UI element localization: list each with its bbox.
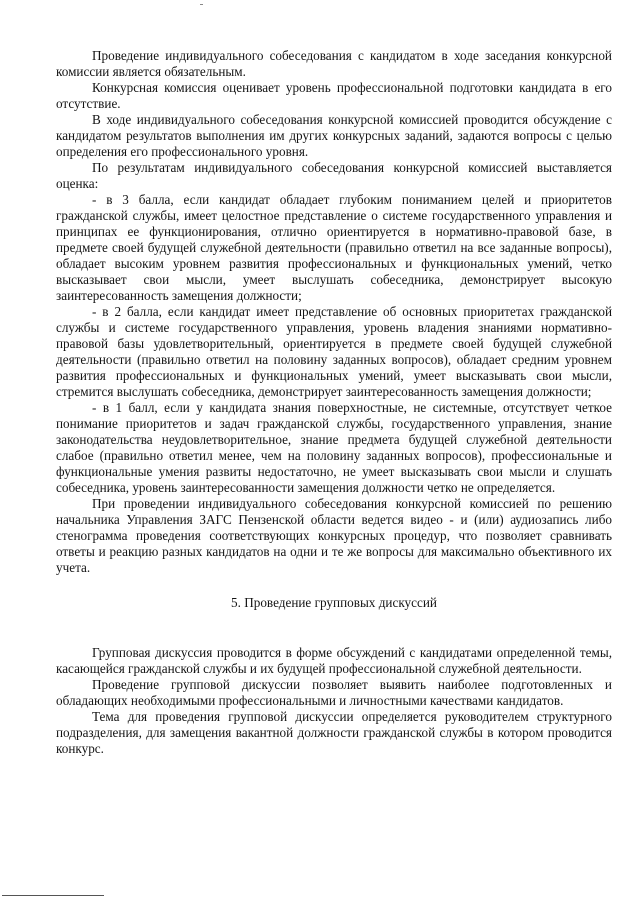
- spacer: [56, 630, 612, 645]
- paragraph: По результатам индивидуального собеседования конкурсной комиссией выставляется оценка:: [56, 160, 612, 191]
- section-heading: 5. Проведение групповых дискуссий: [231, 595, 437, 610]
- section-group-discussion: [56, 645, 612, 757]
- section-interview: [56, 48, 612, 576]
- list-item-score-1: - в 1 балл, если у кандидата знания поверхностные, не системные, отсутствует четкое понимание приоритетов и задач гражданской службы, государственного управления, знание законодательства неудовлетворительное, знание предмета будущей служебной деятельности слабое (правильно ответил менее, чем на половину заданных вопросов), профессиональные и функциональные умения развиты недостаточно, не умеет высказывать свои мысли и слушать собеседника, уровень заинтересованности замещения должности четко не определяется.: [56, 400, 612, 495]
- paragraph: Проведение индивидуального собеседования с кандидатом в ходе заседания конкурсной комиссии является обязательным.: [56, 48, 612, 79]
- paragraph: При проведении индивидуального собеседования конкурсной комиссией по решению начальника Управления ЗАГС Пензенской области ведется видео - и (или) аудиозапись либо стенограмма проведения соответствующих конкурсных процедур, что позволяет сравнивать ответы и реакцию разных кандидатов на одни и те же вопросы для максимально объективного их учета.: [56, 496, 612, 575]
- paragraph: Конкурсная комиссия оценивает уровень профессиональной подготовки кандидата в его отсутствие.: [56, 80, 612, 111]
- scan-mark: [200, 4, 203, 5]
- paragraph: Проведение групповой дискуссии позволяет выявить наиболее подготовленных и обладающих необходимыми профессиональными и личностными качествами кандидатов.: [56, 677, 612, 708]
- paragraph: Тема для проведения групповой дискуссии определяется руководителем структурного подразделения, для замещения вакантной должности гражданской службы в котором проводится конкурс.: [56, 709, 612, 756]
- list-item-score-2: - в 2 балла, если кандидат имеет представление об основных приоритетах гражданской службы и системе государственного управления, уровень владения знаниями нормативно-правовой базы удовлетворительный, ориентируется в предмете своей будущей служебной деятельности (правильно ответил на половину заданных вопросов), обладает средним уровнем развития профессиональных и функциональных умений, умеет высказывать свои мысли, стремится выслушать собеседника, демонстрирует заинтересованность замещения должности;: [56, 304, 612, 399]
- paragraph: В ходе индивидуального собеседования конкурсной комиссией проводится обсуждение с кандидатом результатов выполнения им других конкурсных заданий, задаются вопросы с целью определения его профессионального уровня.: [56, 112, 612, 159]
- list-item-score-3: - в 3 балла, если кандидат обладает глубоким пониманием целей и приоритетов гражданской службы, имеет целостное представление о системе государственного управления и принципах ее функционирования, отлично ориентируется в нормативно-правовой базе, в предмете своей будущей служебной деятельности (правильно ответил на все заданные вопросы), обладает высоким уровнем развития профессиональных и функциональных умений, четко высказывает свои мысли, умеет выслушать собеседника, демонстрирует высокую заинтересованность замещения должности;: [56, 192, 612, 303]
- paragraph: Групповая дискуссия проводится в форме обсуждений с кандидатами определенной темы, касающейся гражданской службы и их будущей профессиональной служебной деятельности.: [56, 645, 612, 676]
- footnote-rule: [2, 895, 104, 896]
